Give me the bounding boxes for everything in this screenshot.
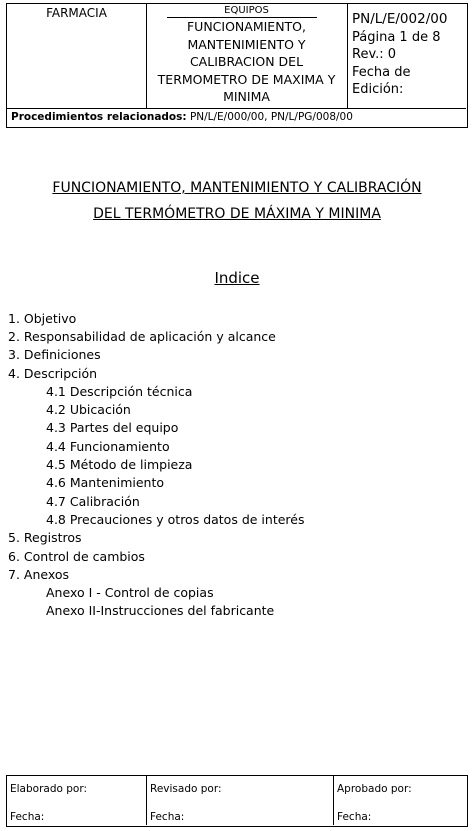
toc-subitem: 4.4 Funcionamiento [46,439,170,454]
toc-subitem: 4.1 Descripción técnica [46,384,193,399]
document-meta [352,11,464,99]
header-divider [347,4,348,108]
toc-item: 6. Control de cambios [8,549,145,564]
related-procedures [11,111,353,123]
toc-item: 2. Responsabilidad de aplicación y alcance [8,329,276,344]
prepared-by-label: Elaborado por: [10,783,88,795]
header-title-line: FUNCIONAMIENTO, [186,19,306,34]
toc-subitem: 4.6 Mantenimiento [46,475,165,490]
department-label: FARMACIA [46,6,107,20]
document-header [6,3,468,128]
header-title-line: MANTENIMIENTO Y [187,36,306,52]
index-heading: Indice [214,269,260,287]
document-title: DEL TERMÓMETRO DE MÁXIMA Y MINIMA [93,206,381,222]
revision: Rev.: 0 [352,47,397,62]
signature-divider [333,776,334,825]
prepared-date-label: Fecha: [10,811,45,823]
reviewed-date-label: Fecha: [150,811,185,823]
approved-date-label: Fecha: [337,811,372,823]
document-code: PN/L/E/002/00 [352,11,448,27]
related-procedures-label: Procedimientos relacionados: [11,111,187,123]
toc-subitem: 4.7 Calibración [46,494,140,509]
header-title-line: MINIMA [223,89,270,104]
header-title-line: TERMOMETRO DE MAXIMA Y [157,71,336,87]
toc-subitem: 4.3 Partes del equipo [46,420,179,435]
page-number: Página 1 de 8 [352,29,441,45]
toc-subitem: 4.2 Ubicación [46,402,131,417]
edition-date: Fecha de Edición: [352,64,411,97]
toc-item: 5. Registros [8,530,82,545]
toc-item: 7. Anexos [8,567,70,582]
toc-item: 1. Objetivo [8,311,77,326]
approved-by-label: Aprobado por: [337,783,412,795]
toc-subitem: Anexo I - Control de copias [46,585,214,600]
toc-item: 4. Descripción [8,366,98,381]
signature-table [6,775,468,827]
toc-subitem: 4.5 Método de limpieza [46,457,193,472]
toc-subitem: 4.8 Precauciones y otros datos de interés [46,512,305,527]
toc-subitem: Anexo II-Instrucciones del fabricante [46,603,275,618]
header-divider [7,108,466,109]
header-title [146,18,347,106]
category-label: EQUIPOS [224,5,269,16]
toc-item: 3. Definiciones [8,347,101,362]
related-procedures-value: PN/L/E/000/00, PN/L/PG/008/00 [189,111,353,123]
signature-divider [146,776,147,825]
document-title: FUNCIONAMIENTO, MANTENIMIENTO Y CALIBRACIÓN [52,180,422,196]
reviewed-by-label: Revisado por: [150,783,222,795]
header-title-line: CALIBRACION DEL [189,54,304,69]
